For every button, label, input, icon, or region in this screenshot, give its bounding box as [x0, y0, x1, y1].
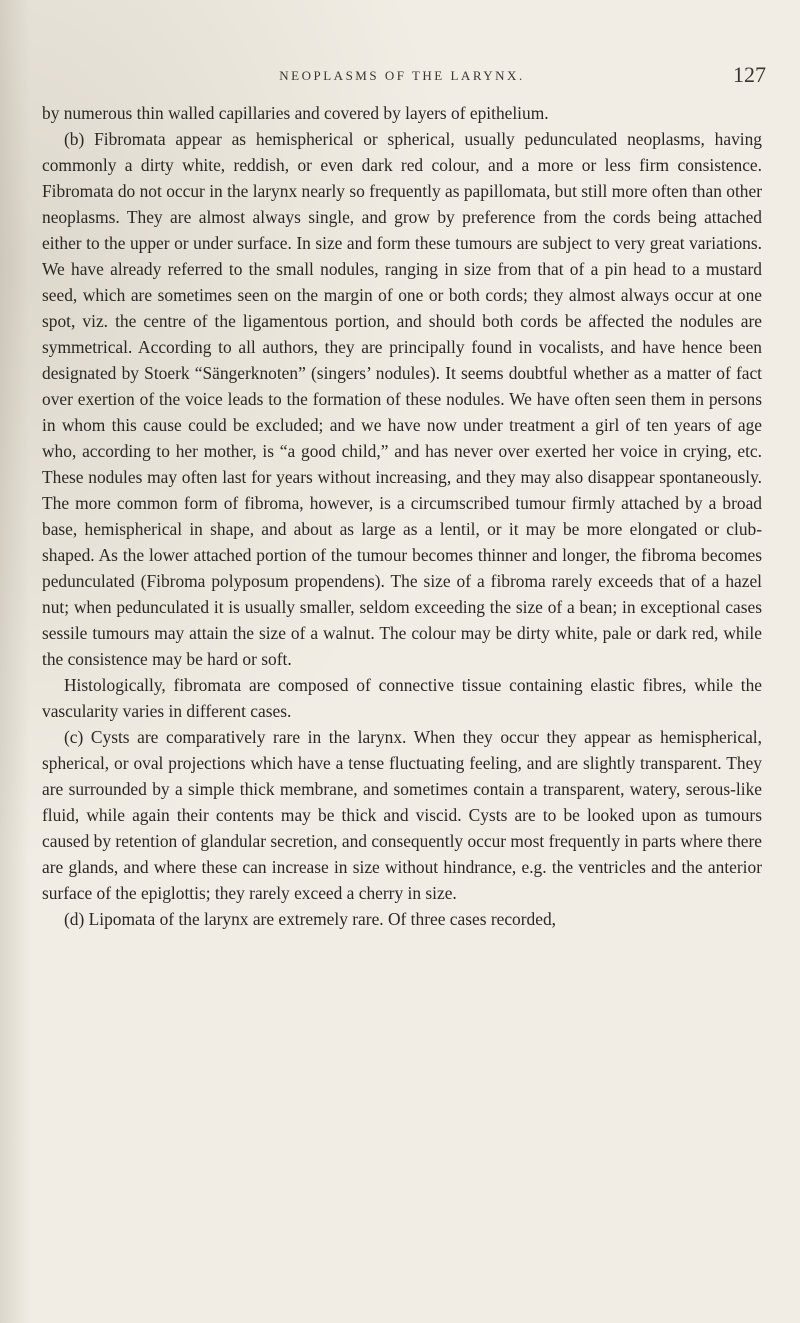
paragraph-histology: Histologically, fibromata are composed of connective tissue containing elastic fibres, while the vascularity varies in different cases. [42, 675, 762, 721]
paragraph-continuation: by numerous thin walled capillaries and covered by layers of epithelium. [42, 103, 549, 123]
page-number: 127 [733, 62, 766, 87]
paragraph-fibromata: (b) Fibromata appear as hemispherical or spherical, usually pedunculated neoplasms, having commonly a dirty white, reddish, or even dark red colour, and a more or less firm consistence. Fibromata do not occur in the larynx nearly so frequently as papillomata, but still more often than other neoplasms. They are almost always single, and grow by preference from the cords being attached either to the upper or under surface. In size and form these tumours are subject to very great variations. We have already referred to the small nodules, ranging in size from that of a pin head to a mustard seed, which are sometimes seen on the margin of one or both cords; they almost always occur at one spot, viz. the centre of the ligamentous portion, and should both cords be affected the nodules are symmetrical. According to all authors, they are principally found in vocalists, and have hence been designated by Stoerk “Sängerknoten” (singers’ nodules). It seems doubtful whether as a matter of fact over exertion of the voice leads to the formation of these nodules. We have often seen them in persons in whom this cause could be excluded; and we have now under treatment a girl of ten years of age who, according to her mother, is “a good child,” and has never over exerted her voice in crying, etc. These nodules may often last for years without increasing, and they may also disappear spontaneously. The more common form of fibroma, however, is a circumscribed tumour firmly attached by a broad base, hemispherical in shape, and about as large as a lentil, or it may be more elongated or club-shaped. As the lower attached portion of the tumour becomes thinner and longer, the fibroma becomes pedunculated (Fibroma polyposum propendens). The size of a fibroma rarely exceeds that of a hazel nut; when pedunculated it is usually smaller, seldom exceeding the size of a bean; in exceptional cases sessile tumours may attain the size of a walnut. The colour may be dirty white, pale or dark red, while the consistence may be hard or soft. [42, 129, 762, 669]
running-title: NEOPLASMS OF THE LARYNX. [279, 68, 525, 83]
running-head [42, 62, 766, 88]
paragraph-lipomata: (d) Lipomata of the larynx are extremely rare. Of three cases recorded, [64, 909, 556, 929]
body-text [42, 100, 762, 932]
paragraph-cysts: (c) Cysts are comparatively rare in the larynx. When they occur they appear as hemispherical, spherical, or oval projections which have a tense fluctuating feeling, and are slightly transparent. They are surrounded by a simple thick membrane, and sometimes contain a transparent, watery, serous-like fluid, while again their contents may be thick and viscid. Cysts are to be looked upon as tumours caused by retention of glandular secretion, and consequently occur most frequently in parts where there are glands, and where these can increase in size without hindrance, e.g. the ventricles and the anterior surface of the epiglottis; they rarely exceed a cherry in size. [42, 727, 763, 903]
